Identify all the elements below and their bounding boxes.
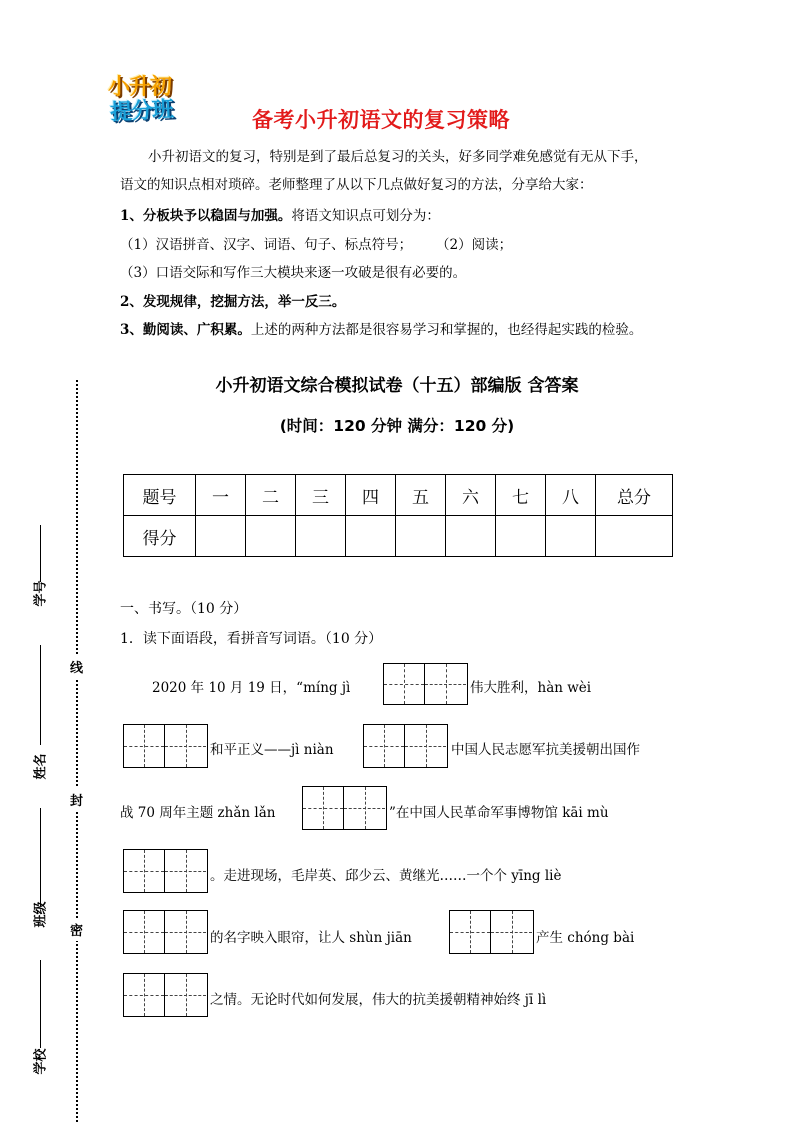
answer-grid[interactable] xyxy=(123,910,208,954)
passage-text: 伟大胜利，hàn wèi xyxy=(470,680,592,696)
answer-grid[interactable] xyxy=(123,724,208,768)
logo-line-2: 提分班 xyxy=(109,97,174,126)
header-cell: 六 xyxy=(446,475,496,516)
passage-text: 产生 chóng bài xyxy=(536,930,635,946)
score-cell[interactable] xyxy=(296,516,346,557)
score-table-score-row xyxy=(124,516,673,557)
header-cell: 二 xyxy=(246,475,296,516)
answer-grid[interactable] xyxy=(302,786,387,830)
exam-title: 小升初语文综合模拟试卷（十五）部编版 含答案 xyxy=(215,376,579,396)
header-cell: 八 xyxy=(546,475,596,516)
header-cell: 七 xyxy=(496,475,546,516)
logo-line-1: 小升初 xyxy=(108,75,172,100)
class-label: 班级 xyxy=(33,901,49,928)
score-cell[interactable] xyxy=(346,516,396,557)
passage-text: 之情。无论时代如何发展，伟大的抗美援朝精神始终 jī lì xyxy=(210,992,547,1008)
header-cell: 四 xyxy=(346,475,396,516)
section-heading: 一、书写。（10 分） xyxy=(120,601,248,617)
strategy-1-item-a: （1）汉语拼音、汉字、词语、句子、标点符号； xyxy=(120,237,413,253)
passage-text: 的名字映入眼帘，让人 shùn jiān xyxy=(210,930,412,946)
student-no-label: 学号 xyxy=(33,580,49,607)
header-cell: 题号 xyxy=(124,475,196,516)
passage-text: ”在中国人民革命军事博物馆 kāi mù xyxy=(389,805,609,821)
question-1: 1．读下面语段，看拼音写词语。（10 分） xyxy=(120,631,383,647)
student-no-blank[interactable] xyxy=(40,525,41,582)
passage-text: 2020 年 10 月 19 日，“míng jì xyxy=(152,680,351,696)
header-cell: 三 xyxy=(296,475,346,516)
intro-paragraph-2: 语文的知识点相对琐碎。老师整理了从以下几点做好复习的方法，分享给大家： xyxy=(120,177,593,193)
score-cell[interactable] xyxy=(596,516,673,557)
name-label: 姓名 xyxy=(33,753,49,780)
binding-mark-close: 密 xyxy=(70,918,83,941)
answer-grid[interactable] xyxy=(383,663,468,705)
exam-subtitle: (时间：120 分钟 满分：120 分) xyxy=(279,417,515,435)
score-table-header-row xyxy=(124,475,673,516)
strategy-1-item-b: （2）阅读； xyxy=(436,237,513,253)
binding-mark-seal: 封 xyxy=(70,788,83,811)
header-cell: 一 xyxy=(196,475,246,516)
class-blank[interactable] xyxy=(40,808,41,906)
passage-text: 。走进现场，毛岸英、邱少云、黄继光……一个个 yīng liè xyxy=(210,868,562,884)
school-blank[interactable] xyxy=(40,960,41,1048)
passage-text: 和平正义——jì niàn xyxy=(210,742,334,758)
strategy-1-text: 将语文知识点可划分为： xyxy=(291,208,440,224)
strategy-1 xyxy=(120,204,440,224)
strategy-2-heading: 2、发现规律，挖掘方法，举一反三。 xyxy=(120,294,346,310)
strategy-3 xyxy=(120,318,642,338)
score-cell[interactable] xyxy=(496,516,546,557)
header-cell: 五 xyxy=(396,475,446,516)
header-cell: 总分 xyxy=(596,475,673,516)
score-cell[interactable] xyxy=(196,516,246,557)
answer-grid[interactable] xyxy=(123,849,208,893)
name-blank[interactable] xyxy=(40,645,41,745)
answer-grid[interactable] xyxy=(123,973,208,1017)
intro-paragraph-1: 小升初语文的复习，特别是到了最后总复习的关头，好多同学难免感觉有无从下手， xyxy=(148,149,648,165)
strategy-3-heading: 3、勤阅读、广积累。 xyxy=(120,322,251,338)
brand-logo xyxy=(106,70,206,128)
strategy-3-text: 上述的两种方法都是很容易学习和掌握的，也经得起实践的检验。 xyxy=(250,322,643,338)
answer-grid[interactable] xyxy=(363,724,448,768)
passage-text: 中国人民志愿军抗美援朝出国作 xyxy=(451,742,640,758)
score-cell[interactable] xyxy=(446,516,496,557)
row-label: 得分 xyxy=(124,516,196,557)
score-cell[interactable] xyxy=(246,516,296,557)
passage-text: 战 70 周年主题 zhǎn lǎn xyxy=(120,805,276,821)
school-label: 学校 xyxy=(33,1048,49,1075)
strategy-1-heading: 1、分板块予以稳固与加强。 xyxy=(120,208,292,224)
strategy-1-item-c: （3）口语交际和写作三大模块来逐一攻破是很有必要的。 xyxy=(120,265,467,281)
score-table xyxy=(123,474,673,557)
binding-mark-line: 线 xyxy=(70,655,83,678)
score-cell[interactable] xyxy=(546,516,596,557)
binding-line xyxy=(76,380,78,1122)
score-cell[interactable] xyxy=(396,516,446,557)
answer-grid[interactable] xyxy=(449,910,534,954)
page-title: 备考小升初语文的复习策略 xyxy=(252,108,510,132)
